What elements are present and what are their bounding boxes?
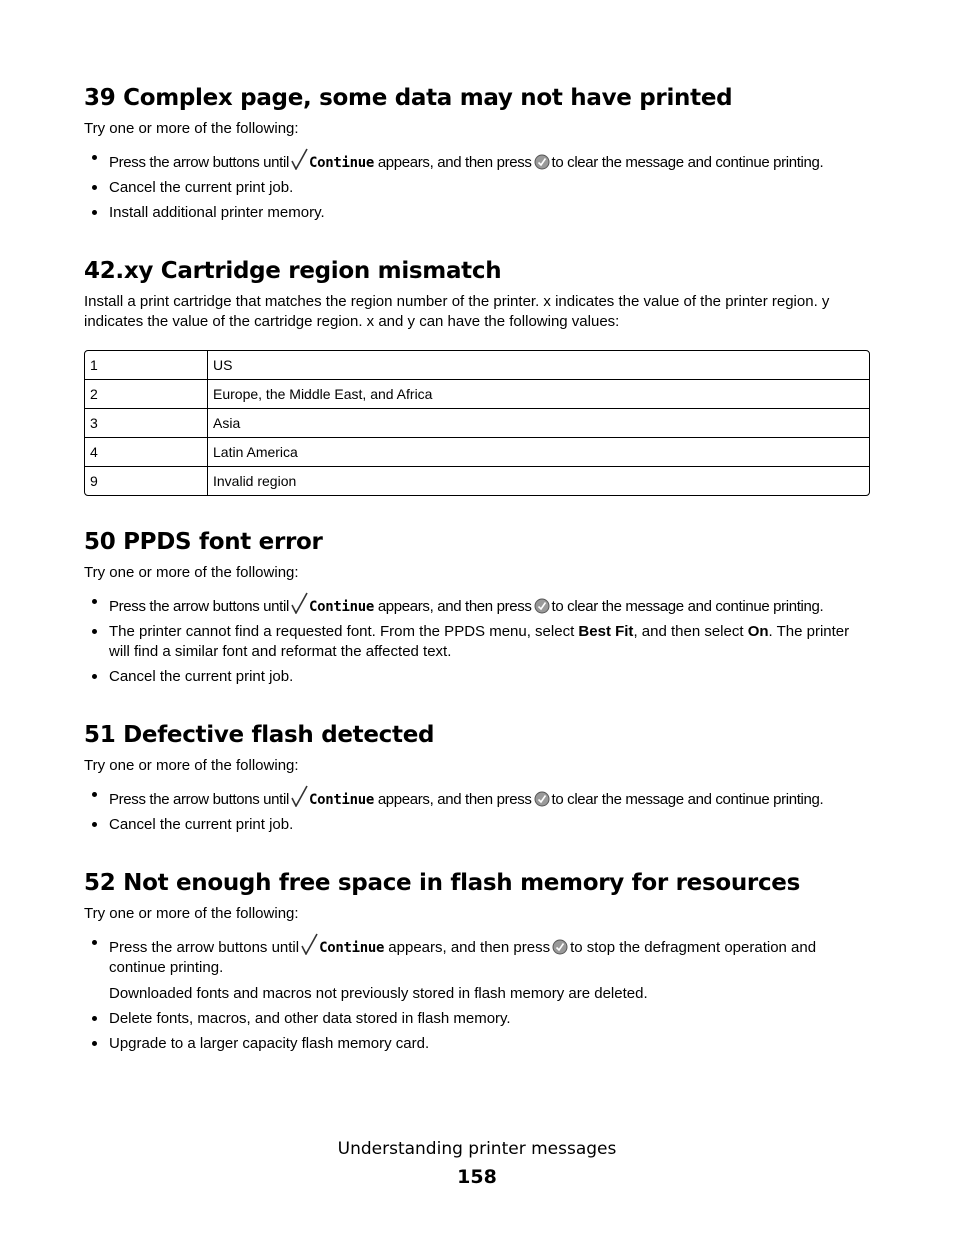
section-51-list	[84, 785, 870, 835]
page-number: 158	[457, 1166, 497, 1188]
list-item: Cancel the current print job.	[84, 815, 870, 835]
select-button-icon	[534, 791, 550, 807]
continue-code: Continue	[308, 155, 374, 171]
section-52	[84, 869, 870, 1059]
select-button-icon	[534, 598, 550, 614]
checkmark-icon	[291, 785, 308, 807]
section-50-list	[84, 592, 870, 687]
list-item: Cancel the current print job.	[84, 178, 870, 198]
region-values-table	[84, 350, 870, 496]
list-item: Press the arrow buttons until Continue appears, and then press to clear the message and continue printing.	[84, 148, 870, 173]
section-39-heading: 39 Complex page, some data may not have printed	[84, 85, 733, 111]
list-item: Upgrade to a larger capacity flash memory card.	[84, 1034, 870, 1054]
bullet-icon	[92, 940, 97, 945]
section-39-intro: Try one or more of the following:	[84, 120, 299, 137]
list-item: Press the arrow buttons until Continue appears, and then press to clear the message and continue printing.	[84, 592, 870, 617]
select-button-icon	[552, 939, 568, 955]
bullet-icon	[92, 599, 97, 604]
bullet-icon	[92, 1041, 97, 1046]
table-row: 4 Latin America	[85, 437, 869, 466]
bullet-icon	[92, 210, 97, 215]
bullet-icon	[92, 1016, 97, 1021]
table-row: 9 Invalid region	[85, 466, 869, 495]
list-item: Press the arrow buttons until Continue appears, and then press to clear the message and continue printing.	[84, 785, 870, 810]
checkmark-icon	[291, 148, 308, 170]
checkmark-icon	[301, 933, 318, 955]
section-39-list	[84, 148, 870, 223]
bullet-icon	[92, 674, 97, 679]
list-item: Delete fonts, macros, and other data stored in flash memory.	[84, 1009, 870, 1029]
continue-code: Continue	[319, 940, 385, 956]
bullet-icon	[92, 792, 97, 797]
section-51-intro: Try one or more of the following:	[84, 757, 299, 774]
bullet-icon	[92, 822, 97, 827]
section-50-heading: 50 PPDS font error	[84, 529, 323, 555]
continue-code: Continue	[308, 599, 374, 615]
list-item: The printer cannot find a requested font. From the PPDS menu, select Best Fit, and then select On. The printer will find a similar font and reformat the affected text.	[84, 622, 870, 662]
defragment-note: Downloaded fonts and macros not previously stored in flash memory are deleted.	[109, 985, 648, 1002]
page-footer	[0, 1138, 954, 1190]
footer-title: Understanding printer messages	[337, 1139, 617, 1159]
list-item: Press the arrow buttons until Continue appears, and then press to stop the defragment operation and continue printing. Downloaded fonts and macros not previously stored in flash memory are deleted.	[84, 933, 870, 1004]
section-42-heading: 42.xy Cartridge region mismatch	[84, 258, 502, 284]
section-39	[84, 84, 870, 228]
section-52-heading: 52 Not enough free space in flash memory for resources	[84, 870, 800, 896]
section-52-intro: Try one or more of the following:	[84, 905, 299, 922]
bullet-icon	[92, 155, 97, 160]
bullet-icon	[92, 629, 97, 634]
select-button-icon	[534, 154, 550, 170]
section-51-heading: 51 Defective flash detected	[84, 722, 435, 748]
table-row: 2 Europe, the Middle East, and Africa	[85, 379, 869, 408]
list-item: Install additional printer memory.	[84, 203, 870, 223]
list-item: Cancel the current print job.	[84, 667, 870, 687]
section-52-list	[84, 933, 870, 1054]
section-42-intro: Install a print cartridge that matches the region number of the printer. x indicates the value of the printer region. y indicates the value of the cartridge region. x and y can have the following values:	[84, 293, 830, 330]
section-50-intro: Try one or more of the following:	[84, 564, 299, 581]
checkmark-icon	[291, 592, 308, 614]
section-51	[84, 721, 870, 840]
section-42	[84, 257, 870, 332]
table-row: 3 Asia	[85, 408, 869, 437]
section-50	[84, 528, 870, 692]
continue-code: Continue	[308, 792, 374, 808]
bullet-icon	[92, 185, 97, 190]
table-row: 1 US	[85, 351, 869, 379]
